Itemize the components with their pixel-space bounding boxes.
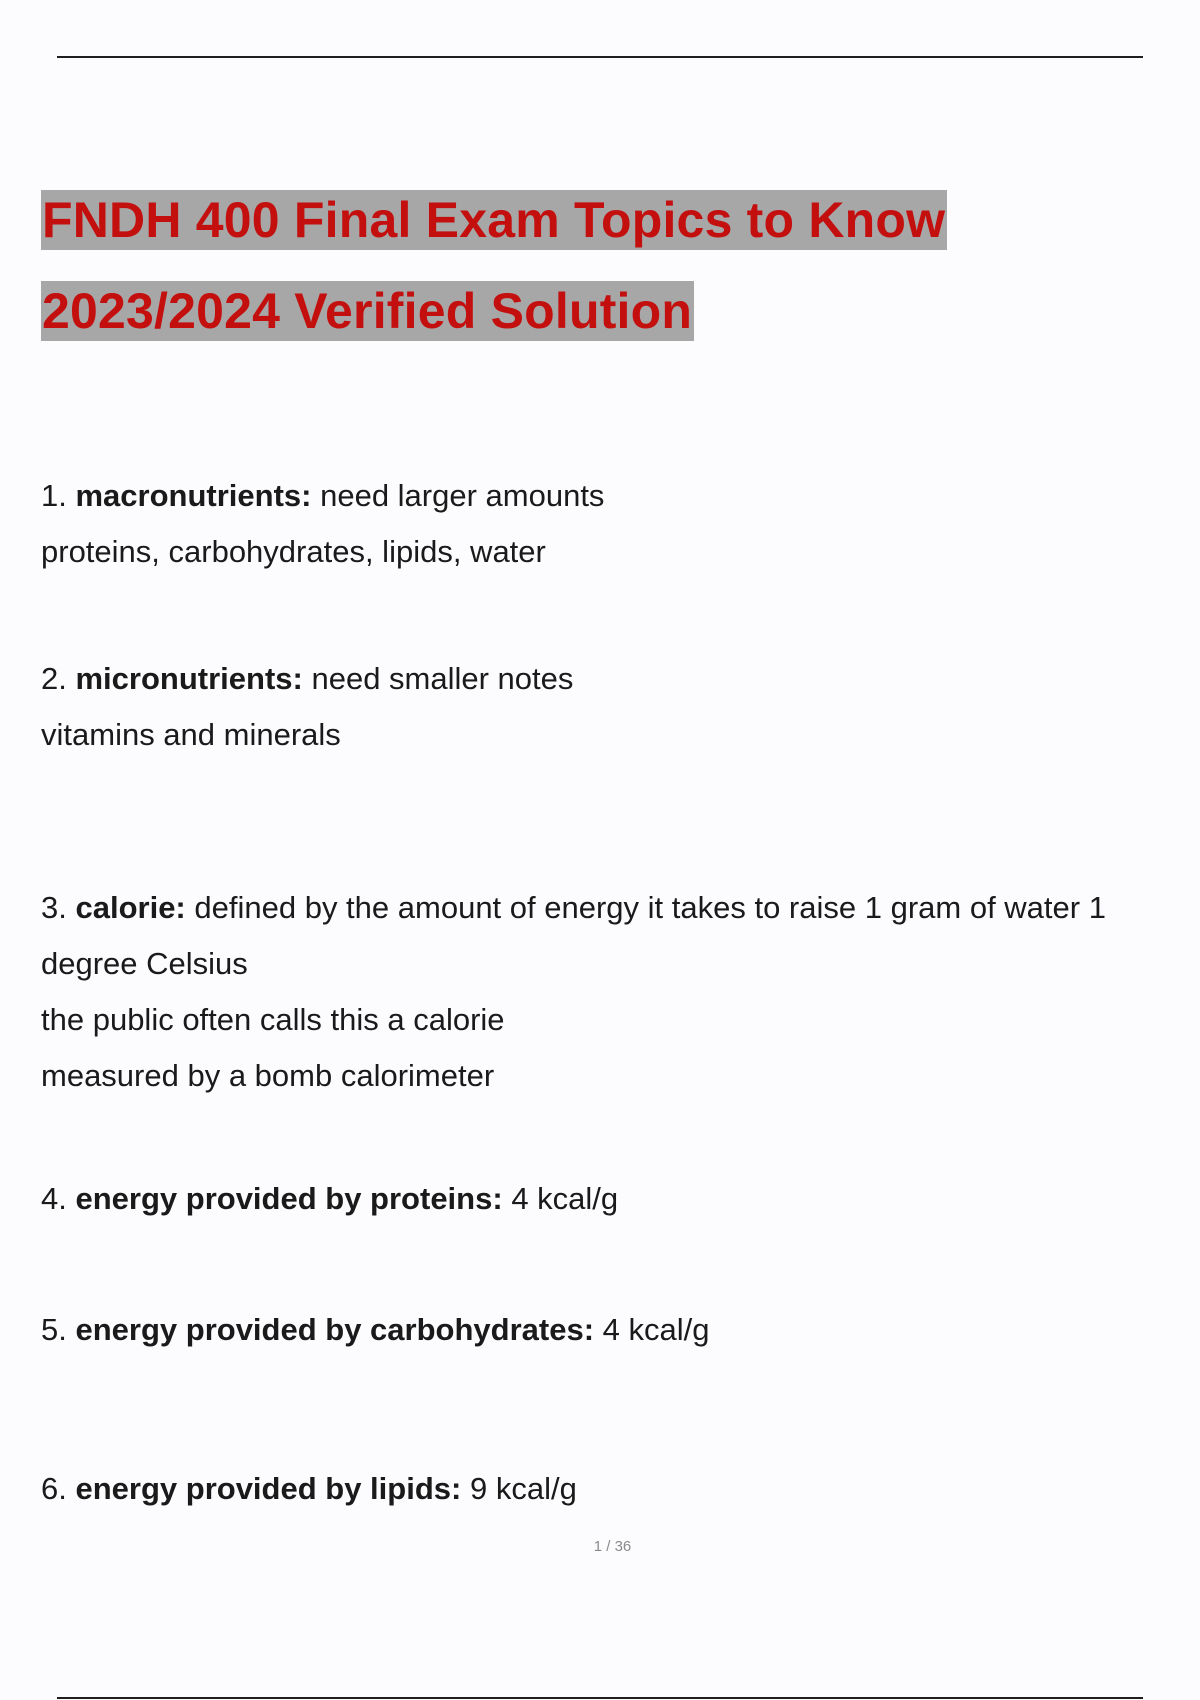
item-term: micronutrients:: [75, 661, 303, 696]
top-rule: [57, 56, 1143, 58]
item-number: 4.: [41, 1181, 67, 1216]
item-number: 2.: [41, 661, 67, 696]
item-definition: 4 kcal/g: [511, 1181, 619, 1216]
item-term: energy provided by carbohydrates:: [75, 1312, 595, 1347]
list-item: [41, 468, 604, 580]
item-detail-line: degree Celsius: [41, 946, 248, 981]
item-number: 1.: [41, 478, 67, 513]
item-number: 6.: [41, 1471, 67, 1506]
item-definition: 9 kcal/g: [469, 1471, 577, 1506]
item-definition: 4 kcal/g: [602, 1312, 710, 1347]
item-detail-line: measured by a bomb calorimeter: [41, 1058, 495, 1093]
list-item: [41, 1302, 710, 1358]
list-item: [41, 880, 1106, 1104]
title-line-2: 2023/2024 Verified Solution: [42, 283, 693, 339]
item-definition: need larger amounts: [320, 478, 605, 513]
item-heading-line: [41, 1171, 618, 1227]
list-item: [41, 1171, 618, 1227]
item-detail-line: vitamins and minerals: [41, 717, 341, 752]
item-heading-line: [41, 1461, 577, 1517]
item-heading-line: [41, 1302, 710, 1358]
title-line-1: FNDH 400 Final Exam Topics to Know: [42, 192, 946, 248]
page-number: 1 / 36: [593, 1538, 632, 1555]
item-heading-line: [41, 880, 1106, 936]
item-number: 5.: [41, 1312, 67, 1347]
list-item: [41, 1461, 577, 1517]
item-definition: need smaller notes: [311, 661, 574, 696]
list-item: [41, 651, 573, 763]
item-detail-line: the public often calls this a calorie: [41, 1002, 505, 1037]
item-term: energy provided by proteins:: [75, 1181, 503, 1216]
item-heading-line: [41, 651, 573, 707]
item-term: energy provided by lipids:: [75, 1471, 462, 1506]
bottom-rule: [57, 1697, 1143, 1699]
item-term: calorie:: [75, 890, 186, 925]
item-definition: defined by the amount of energy it takes to raise 1 gram of water 1: [194, 890, 1106, 925]
item-heading-line: [41, 468, 604, 524]
item-number: 3.: [41, 890, 67, 925]
item-detail-line: proteins, carbohydrates, lipids, water: [41, 534, 546, 569]
document-title: [41, 190, 1161, 341]
item-term: macronutrients:: [75, 478, 312, 513]
